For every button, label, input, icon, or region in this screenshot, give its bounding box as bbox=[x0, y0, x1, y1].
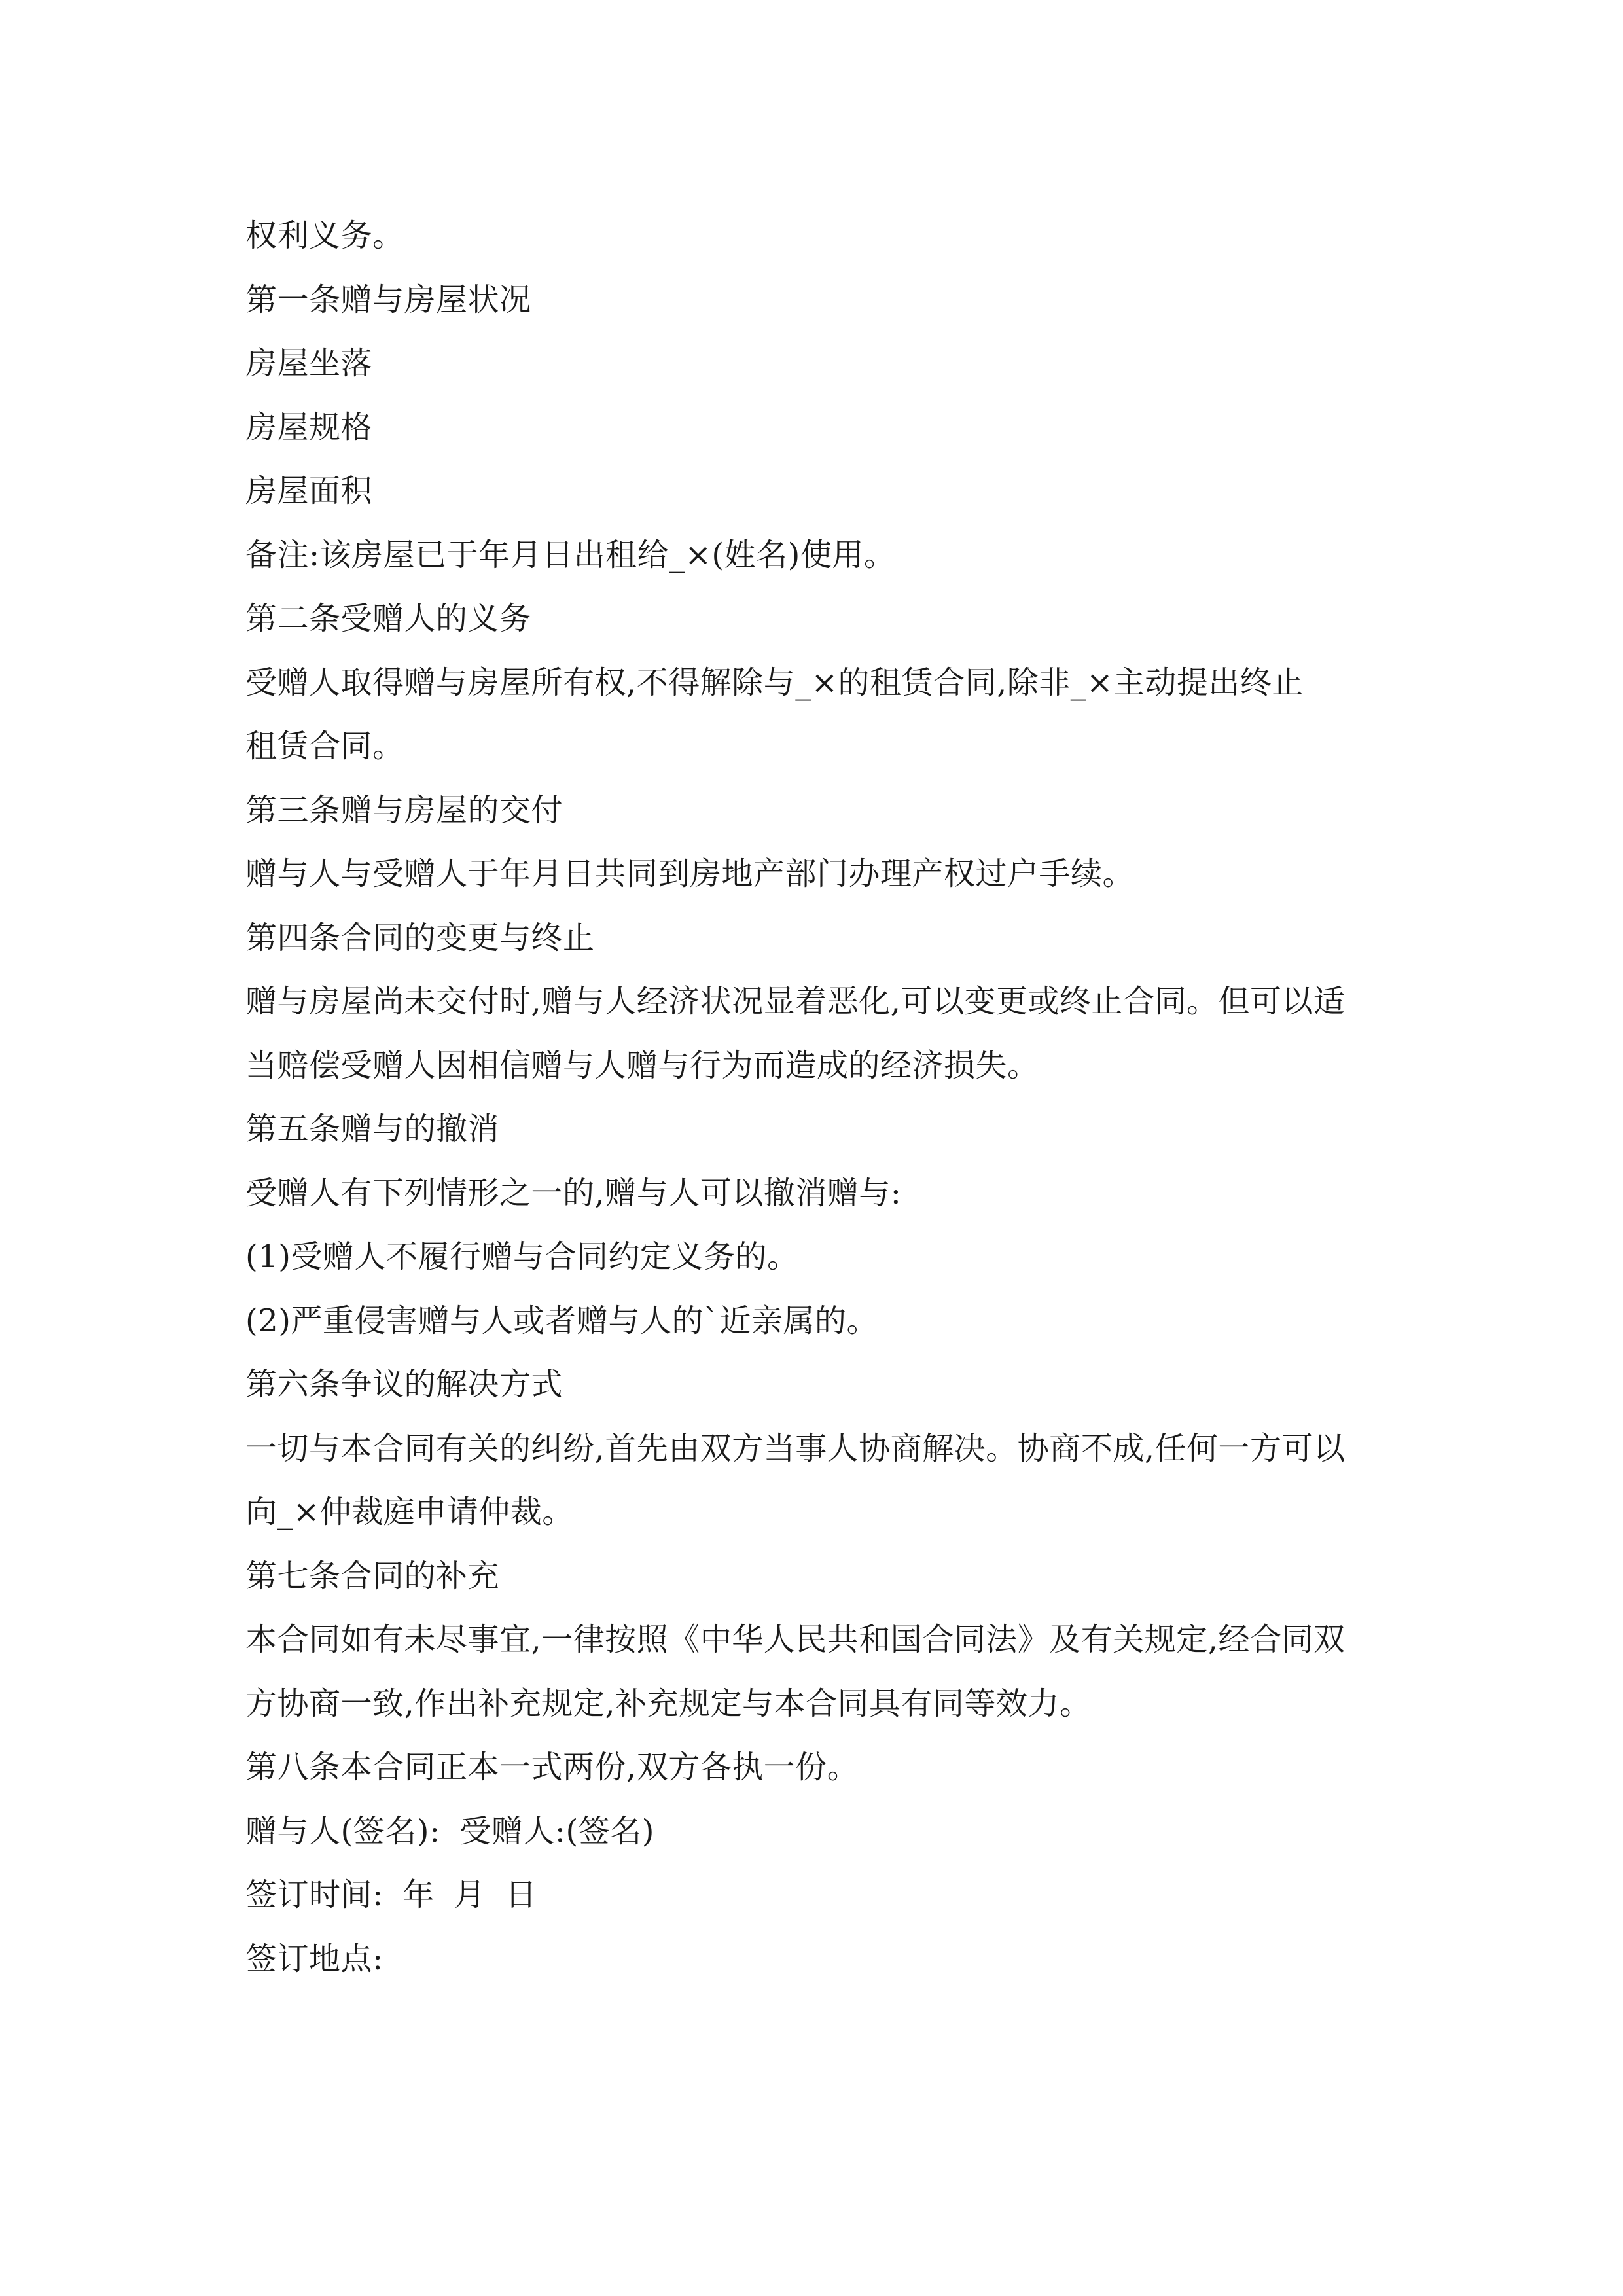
list-item: (2)严重侵害赠与人或者赠与人的`近亲属的。 bbox=[245, 1302, 878, 1339]
section-heading-2: 第二条受赠人的义务 bbox=[245, 600, 531, 637]
text-line: 备注:该房屋已于年月日出租给_×(姓名)使用。 bbox=[245, 536, 896, 573]
text-line: 受赠人有下列情形之一的,赠与人可以撤消赠与: bbox=[245, 1174, 902, 1211]
contract-body bbox=[245, 204, 1384, 1991]
text-line: 房屋规格 bbox=[245, 408, 373, 446]
section-heading-7: 第七条合同的补充 bbox=[245, 1557, 500, 1594]
section-heading-1: 第一条赠与房屋状况 bbox=[245, 281, 531, 318]
signature-line: 赠与人(签名): 受赠人:(签名) bbox=[245, 1812, 655, 1850]
text-line: 房屋坐落 bbox=[245, 345, 373, 382]
text-line: 一切与本合同有关的纠纷,首先由双方当事人协商解决。协商不成,任何一方可以 bbox=[245, 1429, 1346, 1467]
text-line: 方协商一致,作出补充规定,补充规定与本合同具有同等效力。 bbox=[245, 1685, 1092, 1722]
signing-date-line: 签订时间: 年 月 日 bbox=[245, 1876, 537, 1913]
list-item: (1)受赠人不履行赠与合同约定义务的。 bbox=[245, 1238, 799, 1275]
text-line: 受赠人取得赠与房屋所有权,不得解除与_×的租赁合同,除非_×主动提出终止 bbox=[245, 664, 1304, 701]
text-line: 租赁合同。 bbox=[245, 728, 404, 764]
text-line: 向_×仲裁庭申请仲裁。 bbox=[245, 1494, 574, 1530]
text-line: 本合同如有未尽事宜,一律按照《中华人民共和国合同法》及有关规定,经合同双 bbox=[245, 1621, 1346, 1658]
signing-place-line: 签订地点: bbox=[245, 1940, 383, 1977]
section-heading-5: 第五条赠与的撤消 bbox=[245, 1111, 500, 1147]
text-line: 房屋面积 bbox=[245, 473, 373, 509]
text-line: 当赔偿受赠人因相信赠与人赠与行为而造成的经济损失。 bbox=[245, 1047, 1039, 1084]
section-heading-8: 第八条本合同正本一式两份,双方各执一份。 bbox=[245, 1749, 859, 1785]
text-line: 赠与人与受赠人于年月日共同到房地产部门办理产权过户手续。 bbox=[245, 855, 1135, 892]
text-line: 赠与房屋尚未交付时,赠与人经济状况显着恶化,可以变更或终止合同。但可以适 bbox=[245, 983, 1346, 1020]
section-heading-6: 第六条争议的解决方式 bbox=[245, 1366, 563, 1403]
section-heading-4: 第四条合同的变更与终止 bbox=[245, 919, 595, 956]
text-line: 权利义务。 bbox=[245, 217, 404, 254]
section-heading-3: 第三条赠与房屋的交付 bbox=[245, 791, 563, 829]
